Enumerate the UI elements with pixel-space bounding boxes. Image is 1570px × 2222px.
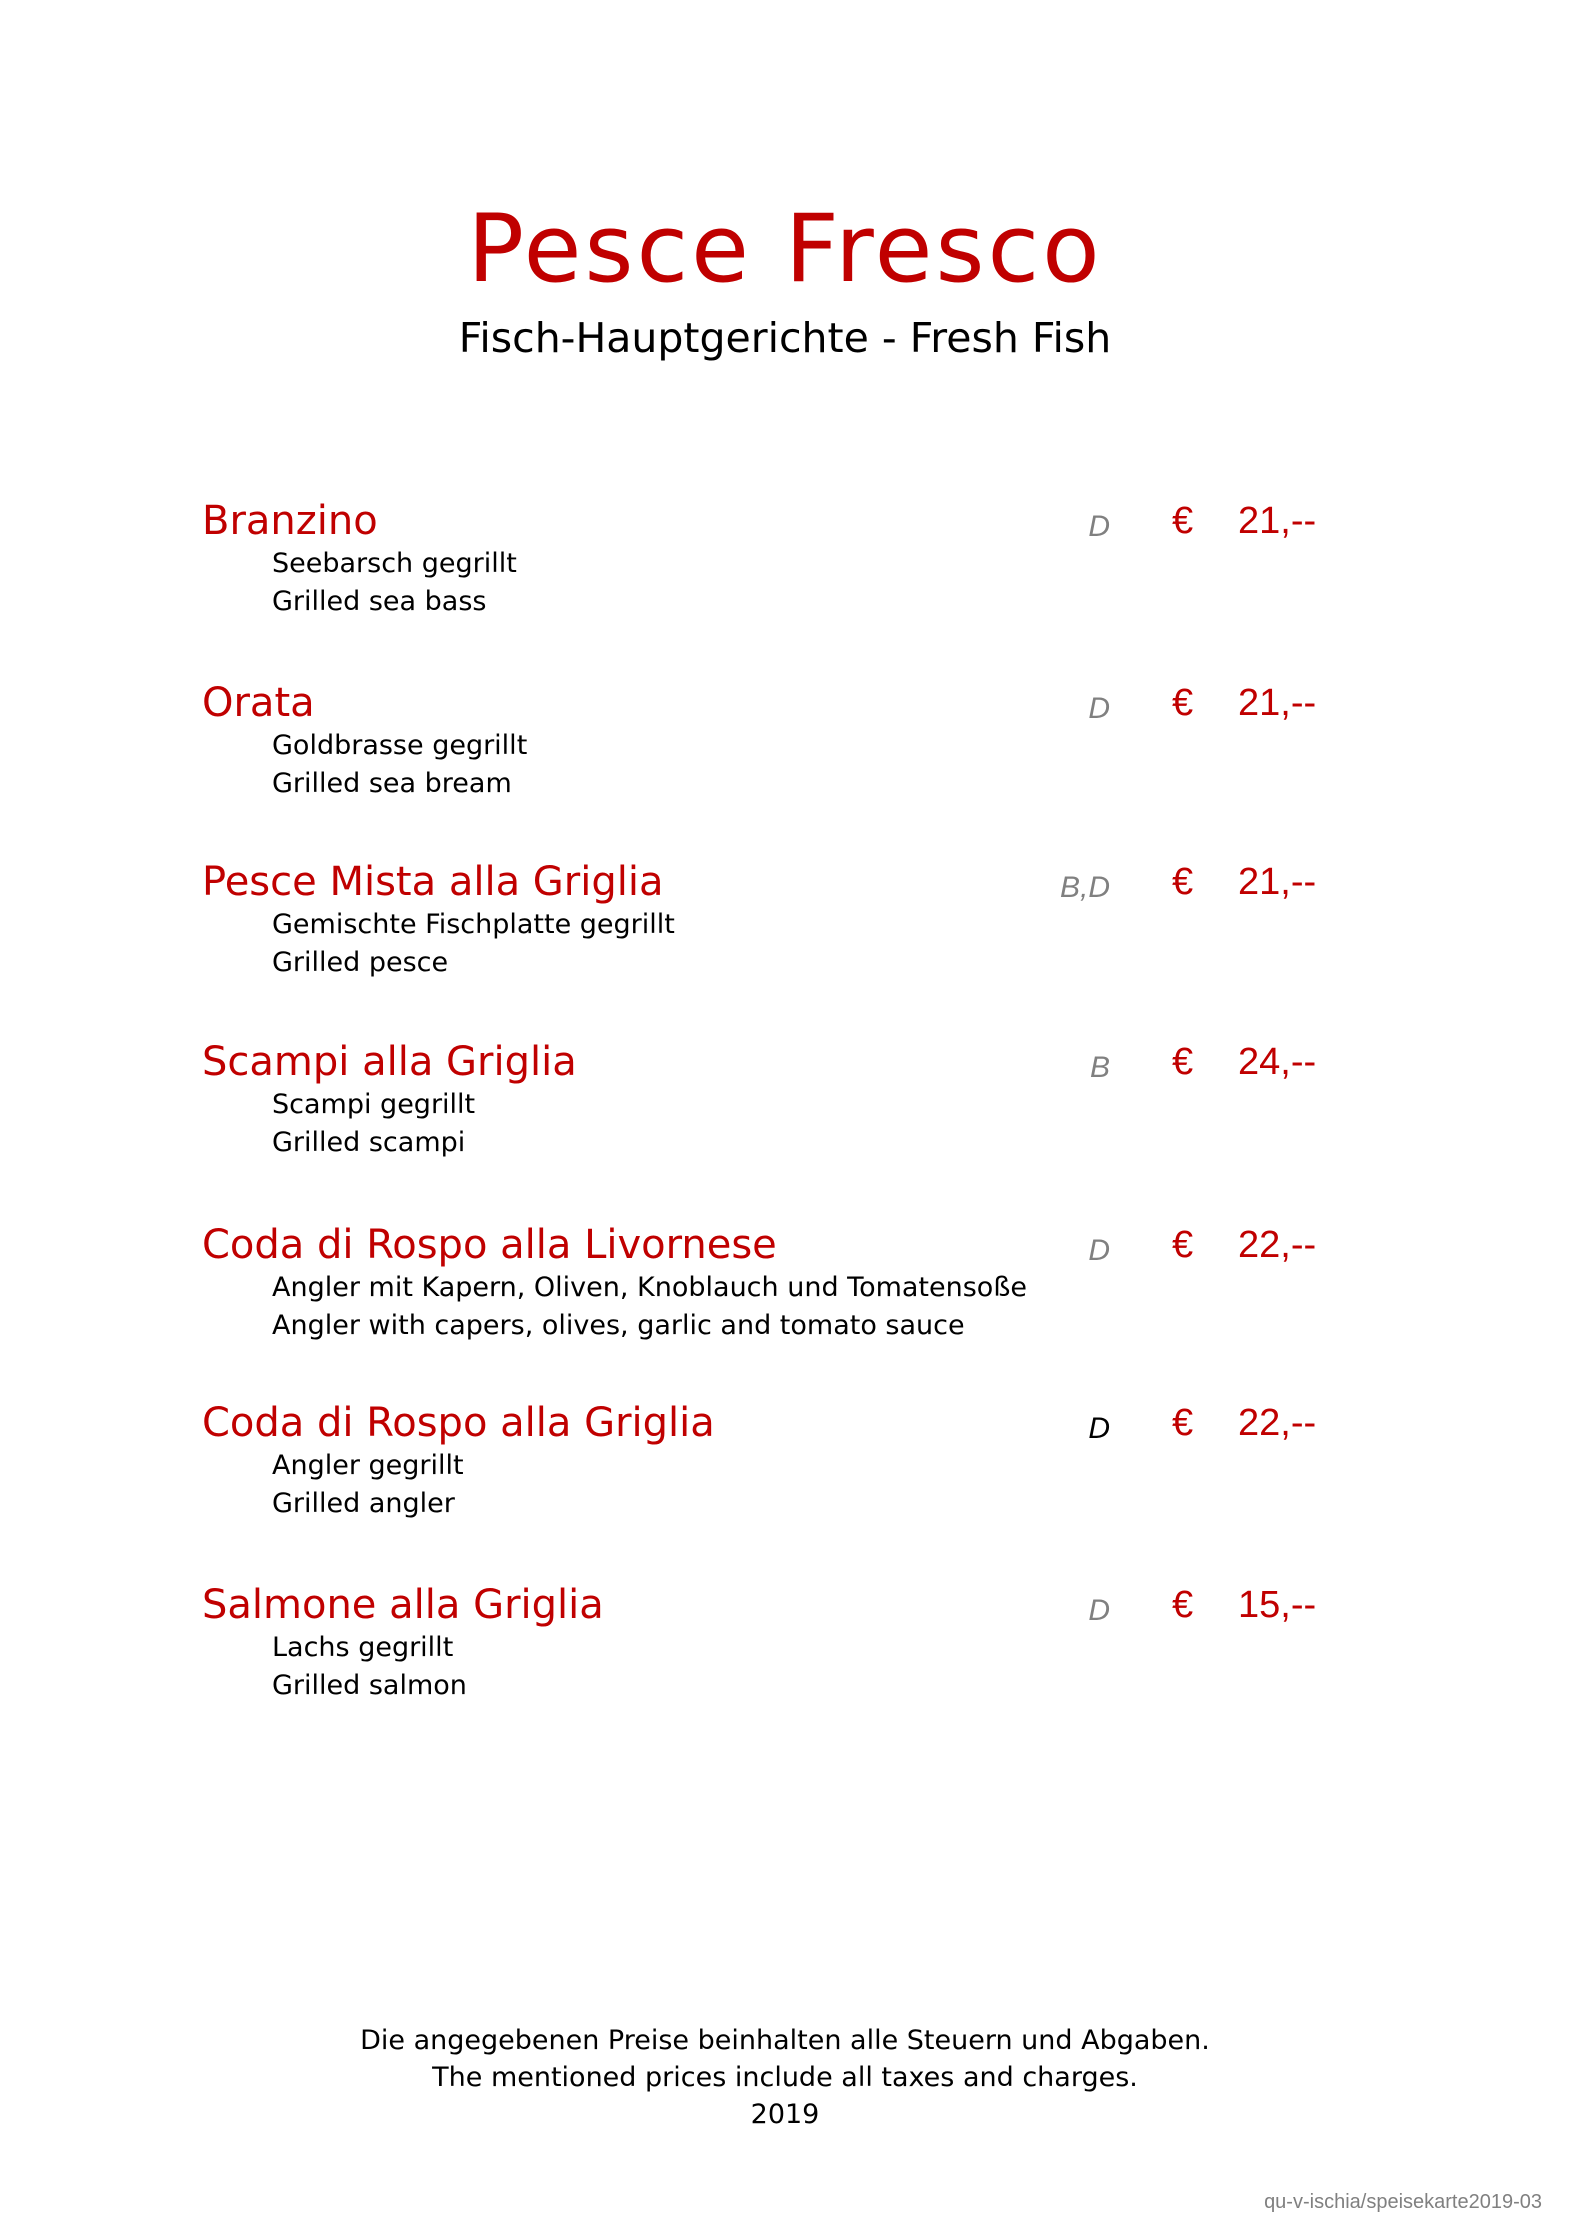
item-description-english: Angler with capers, olives, garlic and tomato sauce xyxy=(272,1310,965,1341)
item-description-german: Lachs gegrillt xyxy=(272,1632,454,1663)
currency-symbol: € xyxy=(1172,1402,1194,1444)
menu-title: Pesce Fresco xyxy=(467,195,1103,304)
item-price: 22,-- xyxy=(1238,1224,1317,1266)
item-price: 21,-- xyxy=(1238,861,1317,903)
footer-tax-note-english: The mentioned prices include all taxes and charges. xyxy=(432,2062,1138,2093)
item-description-german: Seebarsch gegrillt xyxy=(272,548,517,579)
source-file-note: qu-v-ischia/speisekarte2019-03 xyxy=(1264,2191,1542,2213)
item-price: 21,-- xyxy=(1238,500,1317,542)
menu-item-scampi xyxy=(0,1036,1570,1196)
menu-item-pesce-mista xyxy=(0,856,1570,1016)
item-description-german: Angler gegrillt xyxy=(272,1450,464,1481)
menu-item-branzino xyxy=(0,495,1570,655)
menu-item-coda-griglia xyxy=(0,1397,1570,1557)
currency-symbol: € xyxy=(1172,500,1194,542)
item-description-english: Grilled salmon xyxy=(272,1670,467,1701)
footer-tax-note-german: Die angegebenen Preise beinhalten alle Steuern und Abgaben. xyxy=(360,2025,1210,2056)
currency-symbol: € xyxy=(1172,1224,1194,1266)
footer-year: 2019 xyxy=(750,2099,820,2130)
item-description-english: Grilled pesce xyxy=(272,947,449,978)
item-name: Pesce Mista alla Griglia xyxy=(202,859,664,905)
item-allergen-codes: D xyxy=(1088,692,1110,725)
currency-symbol: € xyxy=(1172,1041,1194,1083)
currency-symbol: € xyxy=(1172,861,1194,903)
item-name: Scampi alla Griglia xyxy=(202,1039,577,1085)
menu-item-coda-livornese xyxy=(0,1219,1570,1379)
item-price: 21,-- xyxy=(1238,682,1317,724)
item-description-german: Goldbrasse gegrillt xyxy=(272,730,528,761)
currency-symbol: € xyxy=(1172,682,1194,724)
item-description-english: Grilled angler xyxy=(272,1488,455,1519)
item-price: 22,-- xyxy=(1238,1402,1317,1444)
menu-subtitle: Fisch-Hauptgerichte - Fresh Fish xyxy=(458,314,1112,362)
item-price: 15,-- xyxy=(1238,1584,1317,1626)
item-description-english: Grilled sea bass xyxy=(272,586,487,617)
item-allergen-codes: D xyxy=(1088,510,1110,543)
item-name: Orata xyxy=(202,680,315,726)
item-allergen-codes: D xyxy=(1088,1412,1110,1445)
menu-item-salmone xyxy=(0,1579,1570,1739)
item-name: Branzino xyxy=(202,498,378,544)
item-description-german: Scampi gegrillt xyxy=(272,1089,476,1120)
item-price: 24,-- xyxy=(1238,1041,1317,1083)
item-allergen-codes: D xyxy=(1088,1594,1110,1627)
item-description-german: Angler mit Kapern, Oliven, Knoblauch und Tomatensoße xyxy=(272,1272,1027,1303)
item-allergen-codes: D xyxy=(1088,1234,1110,1267)
item-allergen-codes: B,D xyxy=(1059,871,1110,904)
menu-item-orata xyxy=(0,677,1570,837)
currency-symbol: € xyxy=(1172,1584,1194,1626)
item-description-german: Gemischte Fischplatte gegrillt xyxy=(272,909,675,940)
item-description-english: Grilled sea bream xyxy=(272,768,512,799)
item-name: Coda di Rospo alla Griglia xyxy=(202,1400,715,1446)
item-name: Coda di Rospo alla Livornese xyxy=(202,1222,777,1268)
item-description-english: Grilled scampi xyxy=(272,1127,466,1158)
item-name: Salmone alla Griglia xyxy=(202,1582,604,1628)
item-allergen-codes: B xyxy=(1089,1051,1110,1084)
